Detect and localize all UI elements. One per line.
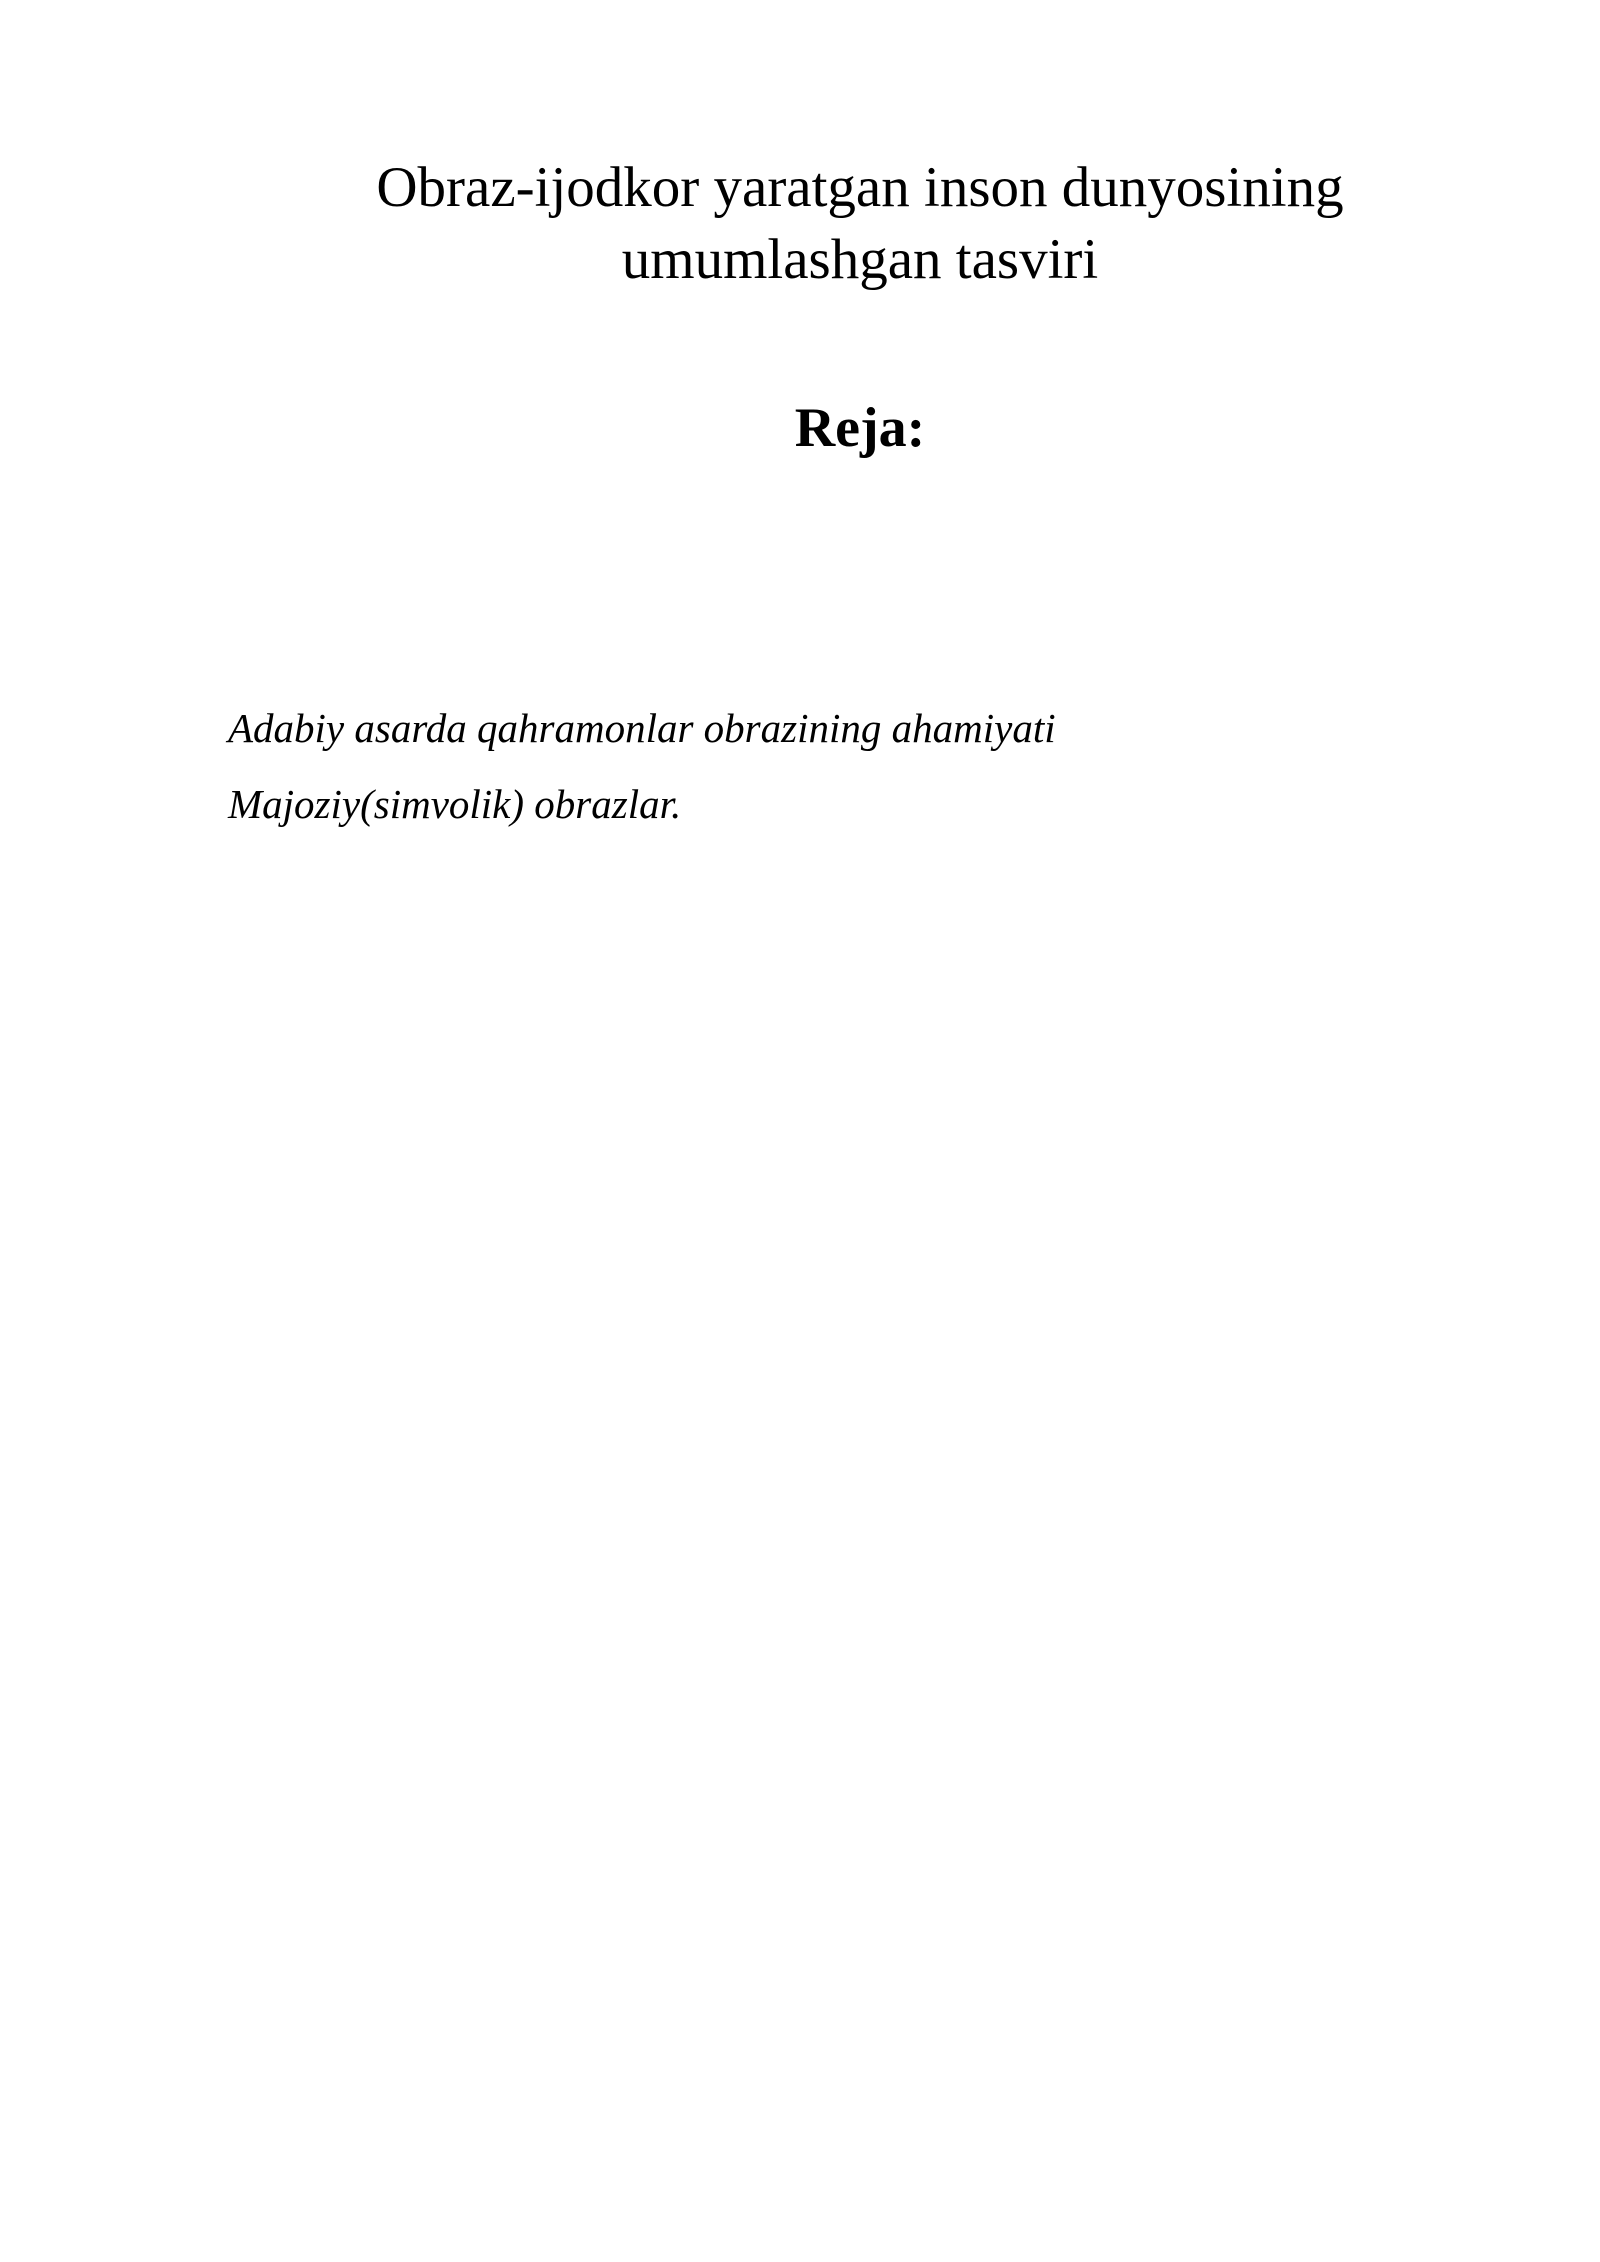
title-line-1: Obraz-ijodkor yaratgan inson dunyosining xyxy=(376,156,1344,219)
title-line-2: umumlashgan tasviri xyxy=(621,228,1099,291)
plan-item: Majoziy(simvolik) obrazlar. xyxy=(228,781,682,827)
plan-item: Adabiy asarda qahramonlar obrazining ahamiyati xyxy=(228,705,1056,751)
plan-list xyxy=(228,690,1056,842)
document-title xyxy=(230,152,1490,296)
plan-heading: Reja: xyxy=(794,397,926,459)
